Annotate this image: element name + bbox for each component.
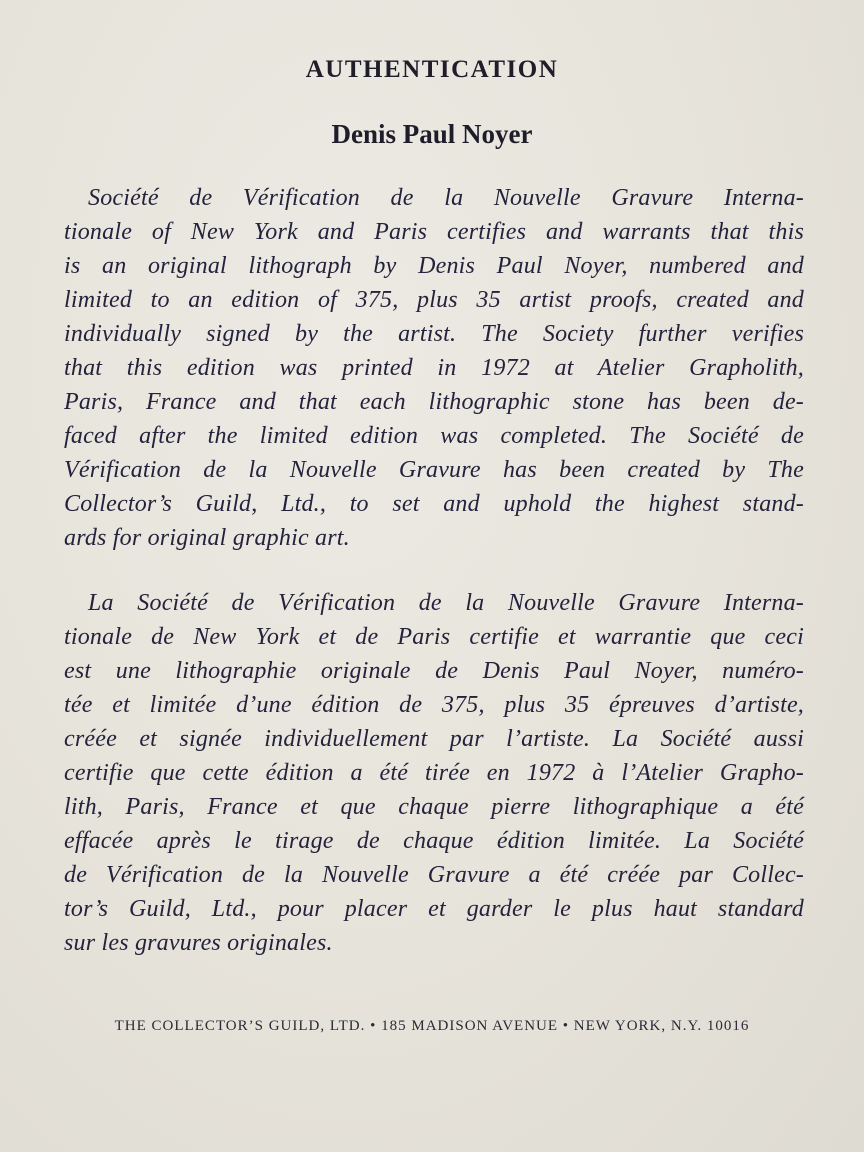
text-line: tionale of New York and Paris certifies and warrants that this [64,219,804,245]
text-line: limited to an edition of 375, plus 35 artist proofs, created and [64,287,804,313]
artist-name: Denis Paul Noyer [331,119,533,149]
english-paragraph [64,181,804,555]
text-line: de Vérification de la Nouvelle Gravure a été créée par Collec- [64,862,804,888]
french-paragraph [64,586,804,960]
text-line: effacée après le tirage de chaque édition limitée. La Société [64,828,804,854]
text-line: tée et limitée d’une édition de 375, plus 35 épreuves d’artiste, [64,692,804,718]
text-line: Paris, France and that each lithographic stone has been de- [64,389,804,415]
text-line: individually signed by the artist. The Society further verifies [64,321,804,347]
text-line: ards for original graphic art. [64,525,350,551]
text-line: Société de Vérification de la Nouvelle Gravure Interna- [88,185,804,211]
text-line: Vérification de la Nouvelle Gravure has been created by The [64,457,804,483]
text-line: faced after the limited edition was completed. The Société de [64,423,804,449]
text-line: est une lithographie originale de Denis Paul Noyer, numéro- [64,658,804,684]
text-line: is an original lithograph by Denis Paul Noyer, numbered and [64,253,804,279]
text-line: tor’s Guild, Ltd., pour placer et garder le plus haut standard [64,896,804,922]
text-line: that this edition was printed in 1972 at Atelier Grapholith, [64,355,804,381]
page-title: AUTHENTICATION [305,56,559,83]
text-line: tionale de New York et de Paris certifie et warrantie que ceci [64,624,804,650]
text-line: certifie que cette édition a été tirée en 1972 à l’Atelier Grapho- [64,760,804,786]
publisher-address: THE COLLECTOR’S GUILD, LTD. • 185 MADISON AVENUE • NEW YORK, N.Y. 10016 [114,1018,750,1034]
text-line: sur les gravures originales. [64,930,333,956]
text-line: Collector’s Guild, Ltd., to set and uphold the highest stand- [64,491,804,517]
text-line: lith, Paris, France et que chaque pierre lithographique a été [64,794,804,820]
text-line: créée et signée individuellement par l’artiste. La Société aussi [64,726,804,752]
text-line: La Société de Vérification de la Nouvelle Gravure Interna- [88,590,804,616]
